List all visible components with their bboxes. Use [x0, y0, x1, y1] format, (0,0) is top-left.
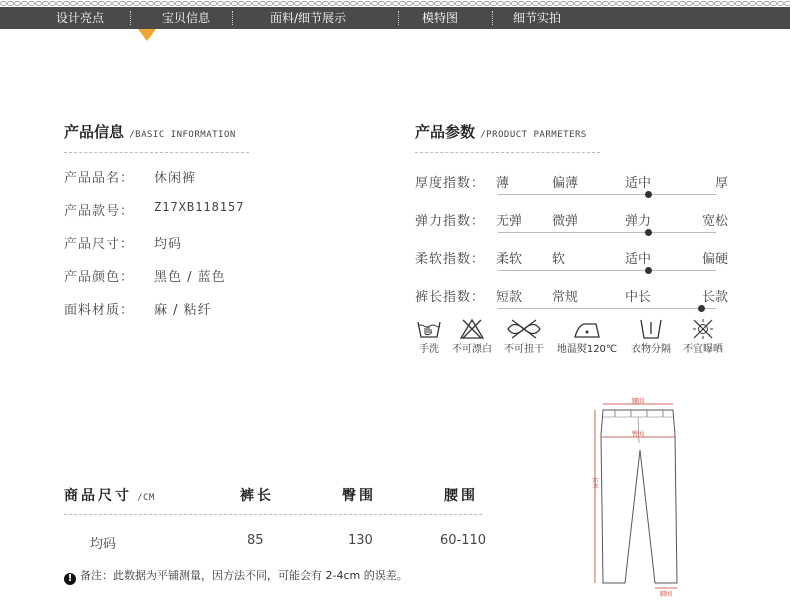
info-label: 产品款号：	[64, 204, 135, 219]
care-label: 不可漂白	[452, 344, 492, 355]
param-scale-line	[498, 308, 716, 309]
no-wring-icon	[504, 318, 544, 340]
measurement-note	[64, 567, 408, 585]
param-option: 柔软	[496, 252, 523, 267]
param-option: 偏薄	[552, 176, 579, 191]
nav-item-detail-photos[interactable]: 细节实拍	[513, 11, 562, 25]
care-label: 地温熨120℃	[556, 344, 618, 355]
care-label: 衣物分隔	[631, 344, 671, 355]
info-value: 休闲裤	[154, 171, 197, 186]
param-option: 常规	[552, 290, 579, 305]
param-option: 偏硬	[701, 252, 728, 267]
info-row-color	[64, 266, 364, 285]
param-option: 适中	[625, 176, 652, 191]
nav-separator	[232, 11, 233, 25]
diagram-label-waist: 腰围	[631, 398, 645, 405]
pants-measurement-diagram	[585, 395, 695, 600]
warning-icon: !	[64, 573, 76, 585]
info-value: 麻 / 粘纤	[154, 303, 212, 318]
param-level-marker	[645, 191, 652, 198]
care-item-hand-wash	[412, 318, 446, 355]
size-cell-length: 85	[247, 533, 264, 548]
size-header-length: 裤长	[240, 488, 274, 504]
care-label: 不可扭干	[504, 344, 544, 355]
diagram-label-hip: 臀围	[631, 431, 645, 438]
nav-item-product-info[interactable]: 宝贝信息	[162, 11, 211, 25]
param-option: 软	[552, 252, 566, 267]
care-item-no-sun	[678, 318, 728, 355]
care-label: 不宜曝晒	[683, 344, 723, 355]
basic-info-title: 产品信息	[64, 123, 125, 141]
params-divider	[415, 152, 600, 153]
info-value: Z17XB118157	[154, 200, 245, 214]
param-option: 适中	[625, 252, 652, 267]
param-label: 弹力指数：	[415, 214, 486, 229]
care-icons-row	[412, 318, 762, 364]
param-label: 厚度指数：	[415, 176, 486, 191]
basic-info-divider	[64, 152, 249, 153]
param-level-marker	[645, 267, 652, 274]
size-table-divider	[64, 514, 482, 515]
param-scale-line	[498, 194, 716, 195]
care-label: 手洗	[419, 344, 439, 355]
param-option: 无弹	[496, 214, 523, 229]
param-scale-line	[498, 270, 716, 271]
param-label: 裤长指数：	[415, 290, 486, 305]
param-option: 薄	[496, 176, 510, 191]
nav-item-design-highlights[interactable]: 设计亮点	[56, 11, 105, 25]
active-tab-marker	[138, 29, 156, 41]
param-option: 中长	[625, 290, 652, 305]
nav-separator	[492, 11, 493, 25]
info-label: 产品尺寸：	[64, 237, 135, 252]
no-sun-icon	[691, 318, 715, 340]
size-header-hip: 臀围	[342, 488, 376, 504]
param-label: 柔软指数：	[415, 252, 486, 267]
size-table-title-text: 商品尺寸	[64, 488, 132, 504]
param-option: 宽松	[701, 214, 728, 229]
param-option: 短款	[496, 290, 523, 305]
param-option: 长款	[701, 290, 728, 305]
diagram-label-hem: 脚围	[659, 591, 673, 598]
param-level-marker	[698, 305, 705, 312]
info-value: 黑色 / 蓝色	[154, 270, 226, 285]
top-nav-bar	[0, 7, 790, 29]
hand-wash-icon	[416, 318, 442, 340]
nav-item-fabric-details[interactable]: 面料/细节展示	[270, 11, 347, 25]
nav-separator	[398, 11, 399, 25]
size-cell-hip: 130	[348, 533, 373, 548]
no-bleach-icon	[459, 318, 485, 340]
param-scale-line	[498, 232, 716, 233]
params-subtitle: /PRODUCT PARMETERS	[480, 130, 587, 140]
basic-info-subtitle: /BASIC INFORMATION	[129, 130, 236, 140]
info-row-size	[64, 233, 364, 252]
care-item-no-bleach	[446, 318, 498, 355]
param-option: 弹力	[625, 214, 652, 229]
size-cell-waist: 60-110	[440, 533, 487, 548]
size-header-waist: 腰围	[444, 488, 478, 504]
diagram-label-length: 长外	[591, 477, 598, 490]
info-label: 面料材质：	[64, 303, 135, 318]
nav-scallop-border	[0, 0, 790, 7]
info-value: 均码	[154, 237, 183, 252]
info-row-material	[64, 299, 364, 318]
param-level-marker	[645, 229, 652, 236]
measurement-note-text: 备注：此数据为平铺测量，因方法不同，可能会有 2-4cm 的误差。	[80, 569, 408, 582]
nav-item-model-photos[interactable]: 模特图	[422, 11, 459, 25]
info-row-style-no	[64, 200, 364, 219]
info-label: 产品颜色：	[64, 270, 135, 285]
wash-separately-icon	[638, 318, 664, 340]
care-item-wash-separately	[624, 318, 678, 355]
size-table-unit: /CM	[137, 493, 155, 503]
nav-separator	[130, 11, 131, 25]
size-table-title	[64, 485, 155, 505]
low-iron-icon	[572, 318, 602, 340]
params-heading	[415, 121, 587, 142]
care-item-no-wring	[498, 318, 550, 355]
size-cell-size: 均码	[90, 537, 117, 552]
info-label: 产品品名：	[64, 171, 135, 186]
basic-info-heading	[64, 121, 236, 142]
params-title: 产品参数	[415, 123, 476, 141]
care-item-low-iron	[554, 318, 620, 355]
param-option: 厚	[714, 176, 728, 191]
info-row-name	[64, 167, 364, 186]
param-option: 微弹	[552, 214, 579, 229]
